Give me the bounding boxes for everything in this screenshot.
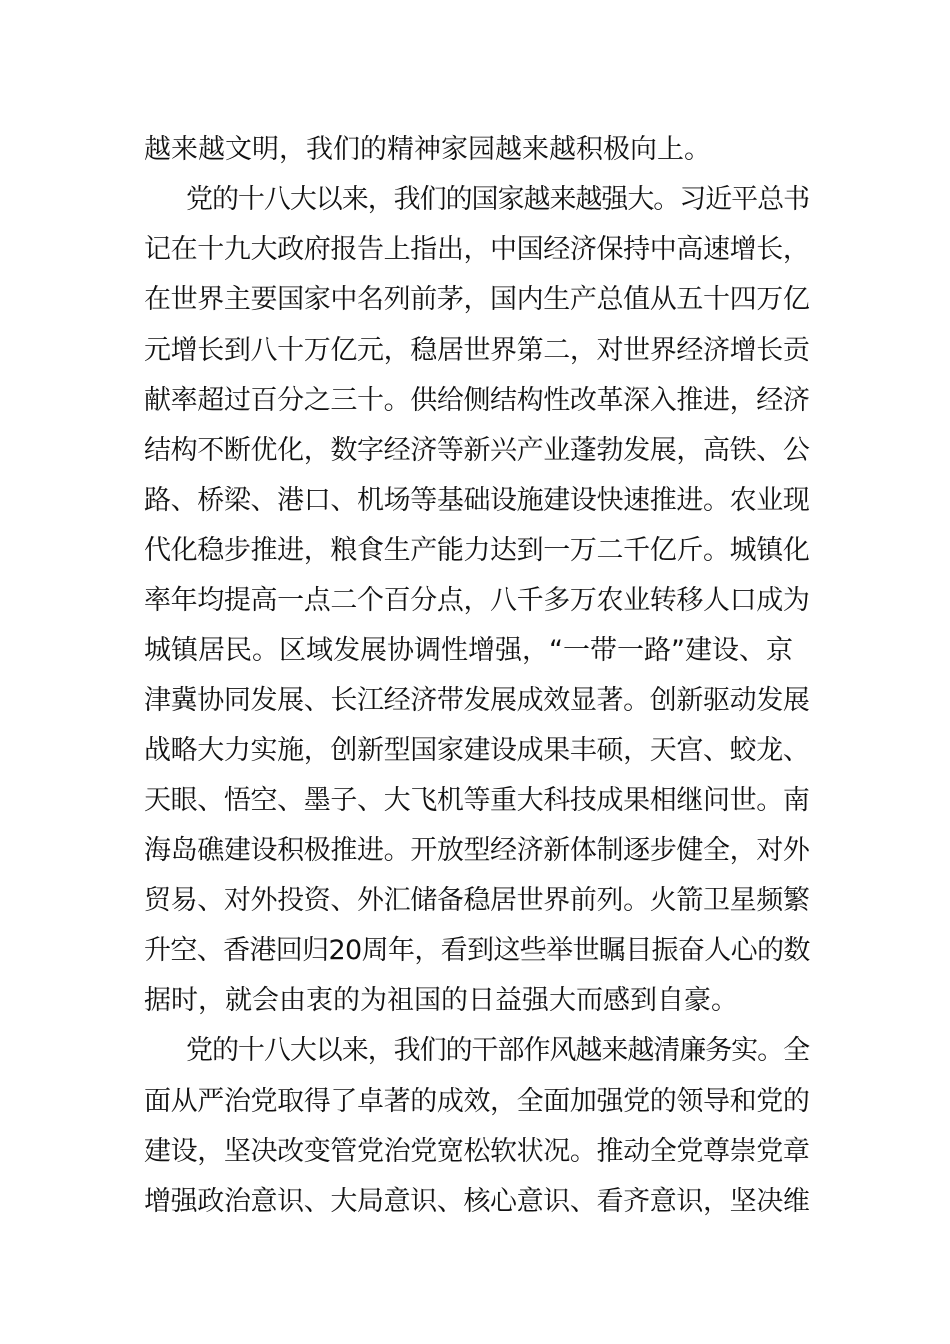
- text-line-2: 党的十八大以来，我们的国家越来越强大。习近平总书: [186, 184, 810, 215]
- text-line-22: 增强政治意识、大局意识、核心意识、看齐意识，坚决维: [144, 1186, 810, 1217]
- text-line-16: 贸易、对外投资、外汇储备稳居世界前列。火箭卫星频繁: [144, 885, 810, 916]
- text-line-18: 据时，就会由衷的为祖国的日益强大而感到自豪。: [144, 985, 738, 1016]
- text-line-21: 建设，坚决改变管党治党宽松软状况。推动全党尊崇党章: [144, 1136, 810, 1167]
- text-line-12: 津冀协同发展、长江经济带发展成效显著。创新驱动发展: [144, 685, 810, 716]
- text-line-20: 面从严治党取得了卓著的成效，全面加强党的领导和党的: [144, 1086, 810, 1117]
- text-line-14: 天眼、悟空、墨子、大飞机等重大科技成果相继问世。南: [144, 785, 810, 816]
- text-line-6: 献率超过百分之三十。供给侧结构性改革深入推进，经济: [144, 385, 810, 416]
- text-line-4: 在世界主要国家中名列前茅，国内生产总值从五十四万亿: [144, 284, 810, 315]
- text-line-5: 元增长到八十万亿元，稳居世界第二，对世界经济增长贡: [144, 335, 810, 366]
- text-line-13: 战略大力实施，创新型国家建设成果丰硕，天宫、蛟龙、: [144, 735, 810, 766]
- text-line-17: 升空、香港回归20周年，看到这些举世瞩目振奋人心的数: [144, 935, 810, 966]
- text-line-8: 路、桥梁、港口、机场等基础设施建设快速推进。农业现: [144, 485, 810, 516]
- text-line-9: 代化稳步推进，粮食生产能力达到一万二千亿斤。城镇化: [144, 535, 810, 566]
- text-line-19: 党的十八大以来，我们的干部作风越来越清廉务实。全: [186, 1035, 810, 1066]
- text-line-11: 城镇居民。区域发展协调性增强，“一带一路”建设、京: [144, 635, 793, 666]
- text-line-10: 率年均提高一点二个百分点，八千多万农业转移人口成为: [144, 585, 810, 616]
- text-line-1: 越来越文明，我们的精神家园越来越积极向上。: [144, 134, 711, 165]
- text-line-15: 海岛礁建设积极推进。开放型经济新体制逐步健全，对外: [144, 835, 810, 866]
- text-line-7: 结构不断优化，数字经济等新兴产业蓬勃发展，高铁、公: [144, 435, 810, 466]
- text-line-3: 记在十九大政府报告上指出，中国经济保持中高速增长，: [144, 234, 810, 265]
